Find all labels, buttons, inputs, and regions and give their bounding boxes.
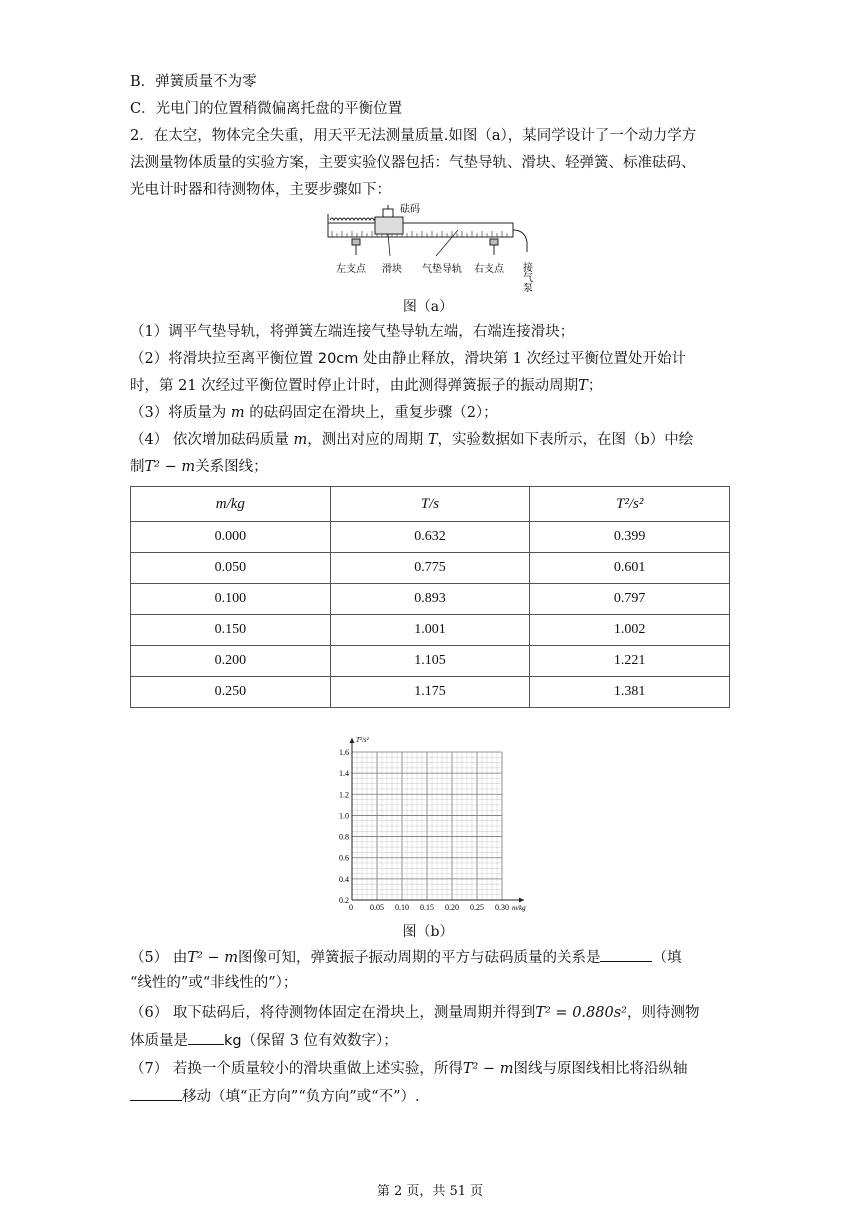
weight-block: [383, 209, 393, 217]
option-c: C．光电门的位置稍微偏离托盘的平衡位置: [130, 101, 403, 117]
unit-kg: kg: [224, 1033, 242, 1049]
step-7-text-c: 移动（填“正方向”“负方向”或“不”）.: [182, 1089, 420, 1105]
page-footer: 第 2 页，共 51 页: [376, 1184, 484, 1199]
table-cell: 1.002: [530, 615, 730, 646]
table-cell: 0.250: [131, 677, 331, 708]
table-cell: 0.775: [330, 553, 530, 584]
step-4-line-1: [130, 430, 693, 450]
table-header-row: [131, 487, 730, 522]
table-cell: 1.381: [530, 677, 730, 708]
table-cell: 0.893: [330, 584, 530, 615]
step-4-text-e: 关系图线；: [195, 459, 268, 475]
q2-line-1: 2．在太空，物体完全失重，用天平无法测量质量.如图（a），某同学设计了一个动力学方: [130, 128, 697, 144]
t2-m-expression: T² − m: [187, 950, 238, 966]
right-support: [490, 239, 498, 245]
step-4-text-b: ，测出对应的周期: [307, 432, 424, 448]
step-4-text-d: 制: [130, 459, 145, 475]
header-period-squared: T²/s²: [530, 487, 730, 522]
step-4-text-a: （4） 依次增加砝码质量: [130, 432, 289, 448]
q2-line-2: 法测量物体质量的实验方案，主要实验仪器包括：气垫导轨、滑块、轻弹簧、标准砝码、: [130, 155, 696, 171]
table-row: [131, 553, 730, 584]
table-cell: 0.601: [530, 553, 730, 584]
slider-label: 滑块: [382, 264, 402, 275]
pump-label: 接气泵: [520, 262, 532, 292]
y-tick-label: 1.6: [339, 748, 349, 757]
y-tick-label: 0.4: [339, 874, 349, 884]
header-mass: m/kg: [131, 487, 331, 522]
step-2-text-d: ；: [587, 378, 603, 394]
right-support-label: 右支点: [474, 264, 504, 275]
figure-b-graph: [322, 735, 532, 920]
table-cell: 1.001: [330, 615, 530, 646]
step-2-text-b: 处由静止释放，滑块第 1 次经过平衡位置处开始计: [363, 351, 686, 367]
step-7-text-a: （7） 若换一个质量较小的滑块重做上述实验，所得: [130, 1061, 463, 1077]
x-tick-label: 0.20: [445, 903, 459, 912]
step-5-text-b: 图像可知，弹簧振子振动周期的平方与砝码质量的关系是: [237, 950, 601, 966]
t2-m-expression: T² − m: [462, 1061, 514, 1077]
figure-b-caption: 图（b）: [402, 924, 454, 940]
step-6-line-2: [130, 1030, 398, 1051]
step-4-text-c: ，实验数据如下表所示，在图（b）中绘: [437, 432, 694, 448]
y-tick-label: 0.2: [339, 896, 349, 905]
table-row: [131, 677, 730, 708]
table-row: [131, 522, 730, 553]
step-3-text-a: （3）将质量为: [130, 405, 227, 421]
period-symbol: T: [427, 432, 438, 448]
q2-line-3: 光电计时器和待测物体，主要步骤如下：: [130, 182, 391, 198]
step-5-text-c: （填: [652, 950, 682, 966]
data-table: [130, 486, 730, 708]
table-cell: 1.105: [330, 646, 530, 677]
table-cell: 0.000: [131, 522, 331, 553]
x-origin-label: 0: [349, 903, 353, 912]
x-tick-label: 0.30: [495, 903, 509, 912]
step-2-line-2: [130, 376, 602, 396]
air-track: [328, 223, 513, 237]
left-support: [352, 239, 360, 245]
air-pump-hose: [513, 230, 527, 252]
x-tick-label: 0.05: [370, 903, 384, 912]
step-3-text-b: 的砝码固定在滑块上，重复步骤（2）；: [249, 405, 498, 421]
weight-label: 砝码: [400, 204, 420, 215]
left-support-label: 左支点: [336, 264, 366, 275]
x-tick-label: 0.15: [420, 903, 434, 912]
table-cell: 1.175: [330, 677, 530, 708]
option-b: B．弹簧质量不为零: [130, 74, 257, 90]
step-2-line-1: [130, 349, 686, 369]
period-symbol: T: [578, 378, 588, 394]
y-axis-arrow: [350, 738, 355, 743]
y-tick-label: 1.2: [339, 790, 349, 800]
answer-blank-5[interactable]: [600, 947, 652, 962]
mass-symbol: m: [230, 405, 245, 421]
table-cell: 1.221: [530, 646, 730, 677]
step-5-text-a: （5） 由: [130, 950, 188, 966]
table-row: [131, 584, 730, 615]
t2-m-expression: T² − m: [144, 459, 196, 475]
step-2-distance: 20cm: [317, 351, 359, 367]
step-2-text-a: （2）将滑块拉至离平衡位置: [130, 351, 314, 367]
x-tick-label: 0.25: [470, 903, 484, 912]
mass-symbol: m: [293, 432, 308, 448]
table-cell: 0.399: [530, 522, 730, 553]
step-6-line-1: [130, 1003, 699, 1023]
y-tick-label: 1.0: [339, 811, 349, 821]
step-5-line-1: [130, 947, 681, 968]
table-cell: 0.100: [131, 584, 331, 615]
answer-blank-6[interactable]: [188, 1030, 224, 1045]
x-axis-label: m/kg: [512, 904, 526, 912]
step-2-text-c: 时，第 21 次经过平衡位置时停止计时，由此测得弹簧振子的振动周期: [130, 378, 579, 394]
header-period: T/s: [330, 487, 530, 522]
table-cell: 0.200: [131, 646, 331, 677]
step-6-text-c: 体质量是: [130, 1033, 188, 1049]
y-tick-label: 0.6: [339, 853, 349, 863]
spring: [330, 218, 378, 220]
table-row: [131, 615, 730, 646]
table-row: [131, 646, 730, 677]
step-6-text-d: （保留 3 位有效数字）；: [241, 1033, 398, 1049]
table-cell: 0.797: [530, 584, 730, 615]
y-tick-label: 1.4: [339, 769, 349, 779]
step-6-text-a: （6） 取下砝码后，将待测物体固定在滑块上，测量周期并得到: [130, 1005, 536, 1021]
y-axis-label: T²/s²: [356, 736, 369, 744]
table-cell: 0.632: [330, 522, 530, 553]
x-axis-arrow: [519, 898, 524, 903]
step-3: [130, 403, 498, 423]
step-5-line-2: “线性的”或“非线性的”）；: [130, 975, 298, 991]
step-6-text-b: ，则待测物: [626, 1005, 700, 1021]
step-7-line-2: [130, 1086, 420, 1107]
x-tick-label: 0.10: [395, 903, 409, 912]
rail-label: 气垫导轨: [422, 264, 462, 275]
table-cell: 0.050: [131, 553, 331, 584]
slider-block: [375, 217, 403, 234]
figure-a-apparatus: [318, 200, 548, 292]
table-cell: 0.150: [131, 615, 331, 646]
step-7-text-b: 图线与原图线相比将沿纵轴: [513, 1061, 688, 1077]
step-4-line-2: [130, 457, 268, 477]
answer-blank-7[interactable]: [130, 1086, 182, 1101]
step-1: （1）调平气垫导轨，将弹簧左端连接气垫导轨左端，右端连接滑块；: [130, 324, 575, 340]
step-7-line-1: [130, 1059, 687, 1079]
figure-a-caption: 图（a）: [402, 299, 454, 315]
y-tick-label: 0.8: [339, 832, 349, 842]
t2-value-expression: T² = 0.880s²: [535, 1005, 627, 1021]
